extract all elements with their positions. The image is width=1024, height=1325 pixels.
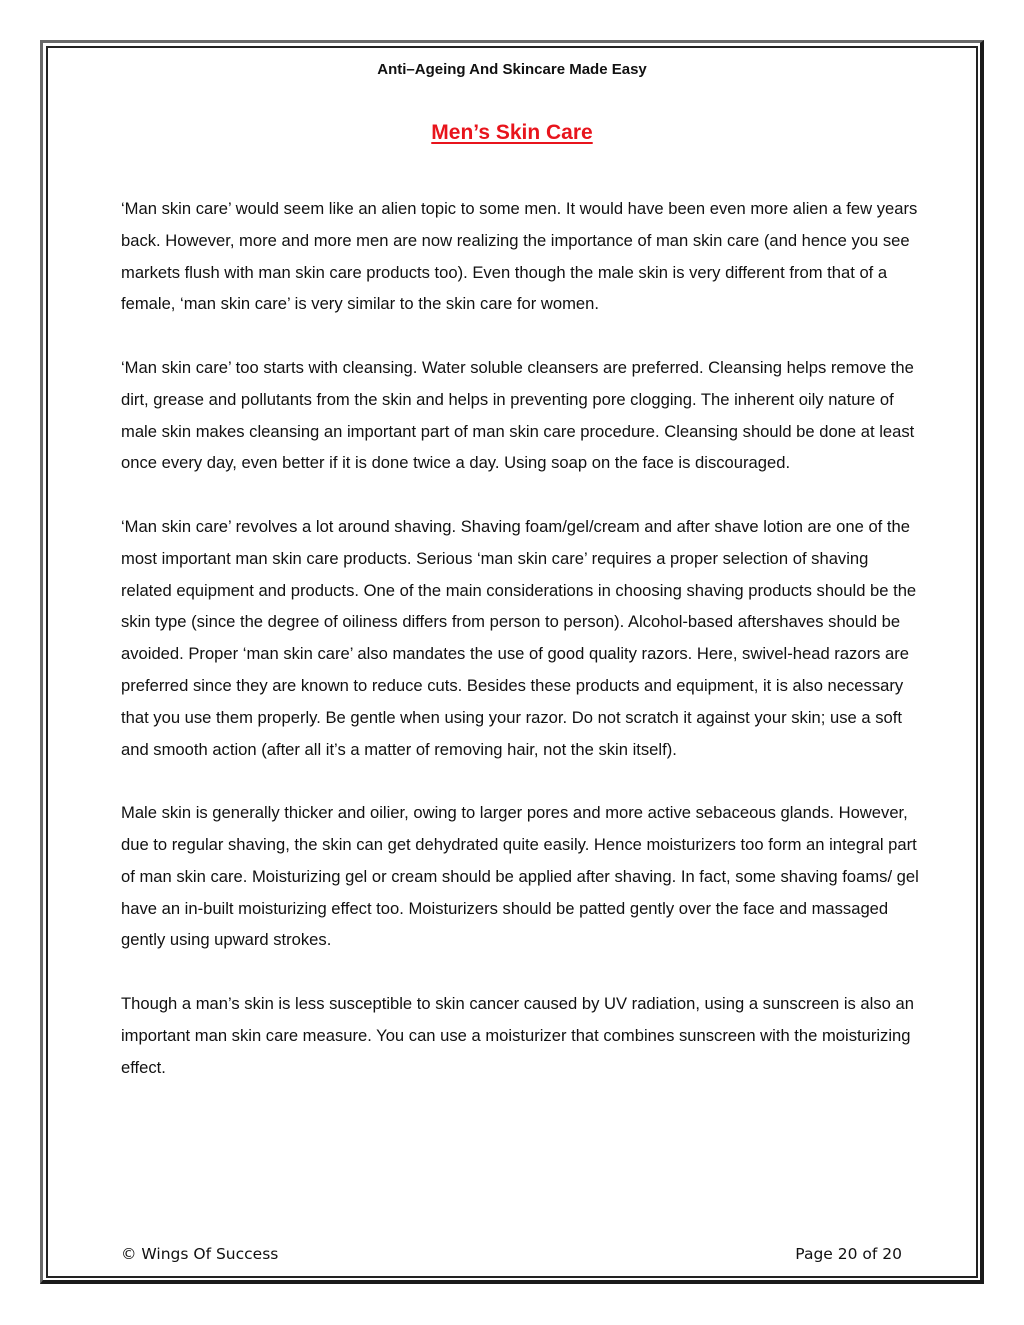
paragraph-4: Male skin is generally thicker and oilier, owing to larger pores and more active sebaceous glands. However, due to regular shaving, the skin can get dehydrated quite easily. Hence moisturizers too form an integral part of man skin care. Moisturizing gel or cream should be applied after shaving. In fact, some shaving foams/ gel have an in-built moisturizing effect too. Moisturizers should be patted gently over the face and massaged gently using upward strokes. (121, 803, 919, 950)
paragraph-5: Though a man’s skin is less susceptible to skin cancer caused by UV radiation, using a sunscreen is also an important man skin care measure. You can use a moisturizer that combines sunscreen with the moisturizing effect. (121, 993, 914, 1077)
paragraph-1: ‘Man skin care’ would seem like an alien topic to some men. It would have been even more alien a few years back. However, more and more men are now realizing the importance of man skin care (and hence you see markets flush with man skin care products too). Even though the male skin is very different from that of a female, ‘man skin care’ is very similar to the skin care for women. (121, 199, 918, 314)
article-body (121, 193, 921, 1115)
paragraph-2: ‘Man skin care’ too starts with cleansing. Water soluble cleansers are preferred. Cleansing helps remove the dirt, grease and pollutants from the skin and helps in preventing pore clogging. The inherent oily nature of male skin makes cleansing an important part of man skin care procedure. Cleansing should be done at least once every day, even better if it is done twice a day. Using soap on the face is discouraged. (121, 357, 915, 473)
running-header: Anti–Ageing And Skincare Made Easy (377, 61, 647, 78)
footer-page-number: Page 20 of 20 (795, 1245, 902, 1263)
footer-copyright: © Wings Of Success (121, 1245, 279, 1263)
paragraph-3: ‘Man skin care’ revolves a lot around shaving. Shaving foam/gel/cream and after shave lotion are one of the most important man skin care products. Serious ‘man skin care’ requires a proper selection of shaving related equipment and products. One of the main considerations in choosing shaving products should be the skin type (since the degree of oiliness differs from person to person). Alcohol-based aftershaves should be avoided. Proper ‘man skin care’ also mandates the use of good quality razors. Here, swivel-head razors are preferred since they are known to reduce cuts. Besides these products and equipment, it is also necessary that you use them properly. Be gentle when using your razor. Do not scratch it against your skin; use a soft and smooth action (after all it’s a matter of removing hair, not the skin itself). (121, 516, 917, 759)
page-title: Men’s Skin Care (431, 121, 593, 144)
